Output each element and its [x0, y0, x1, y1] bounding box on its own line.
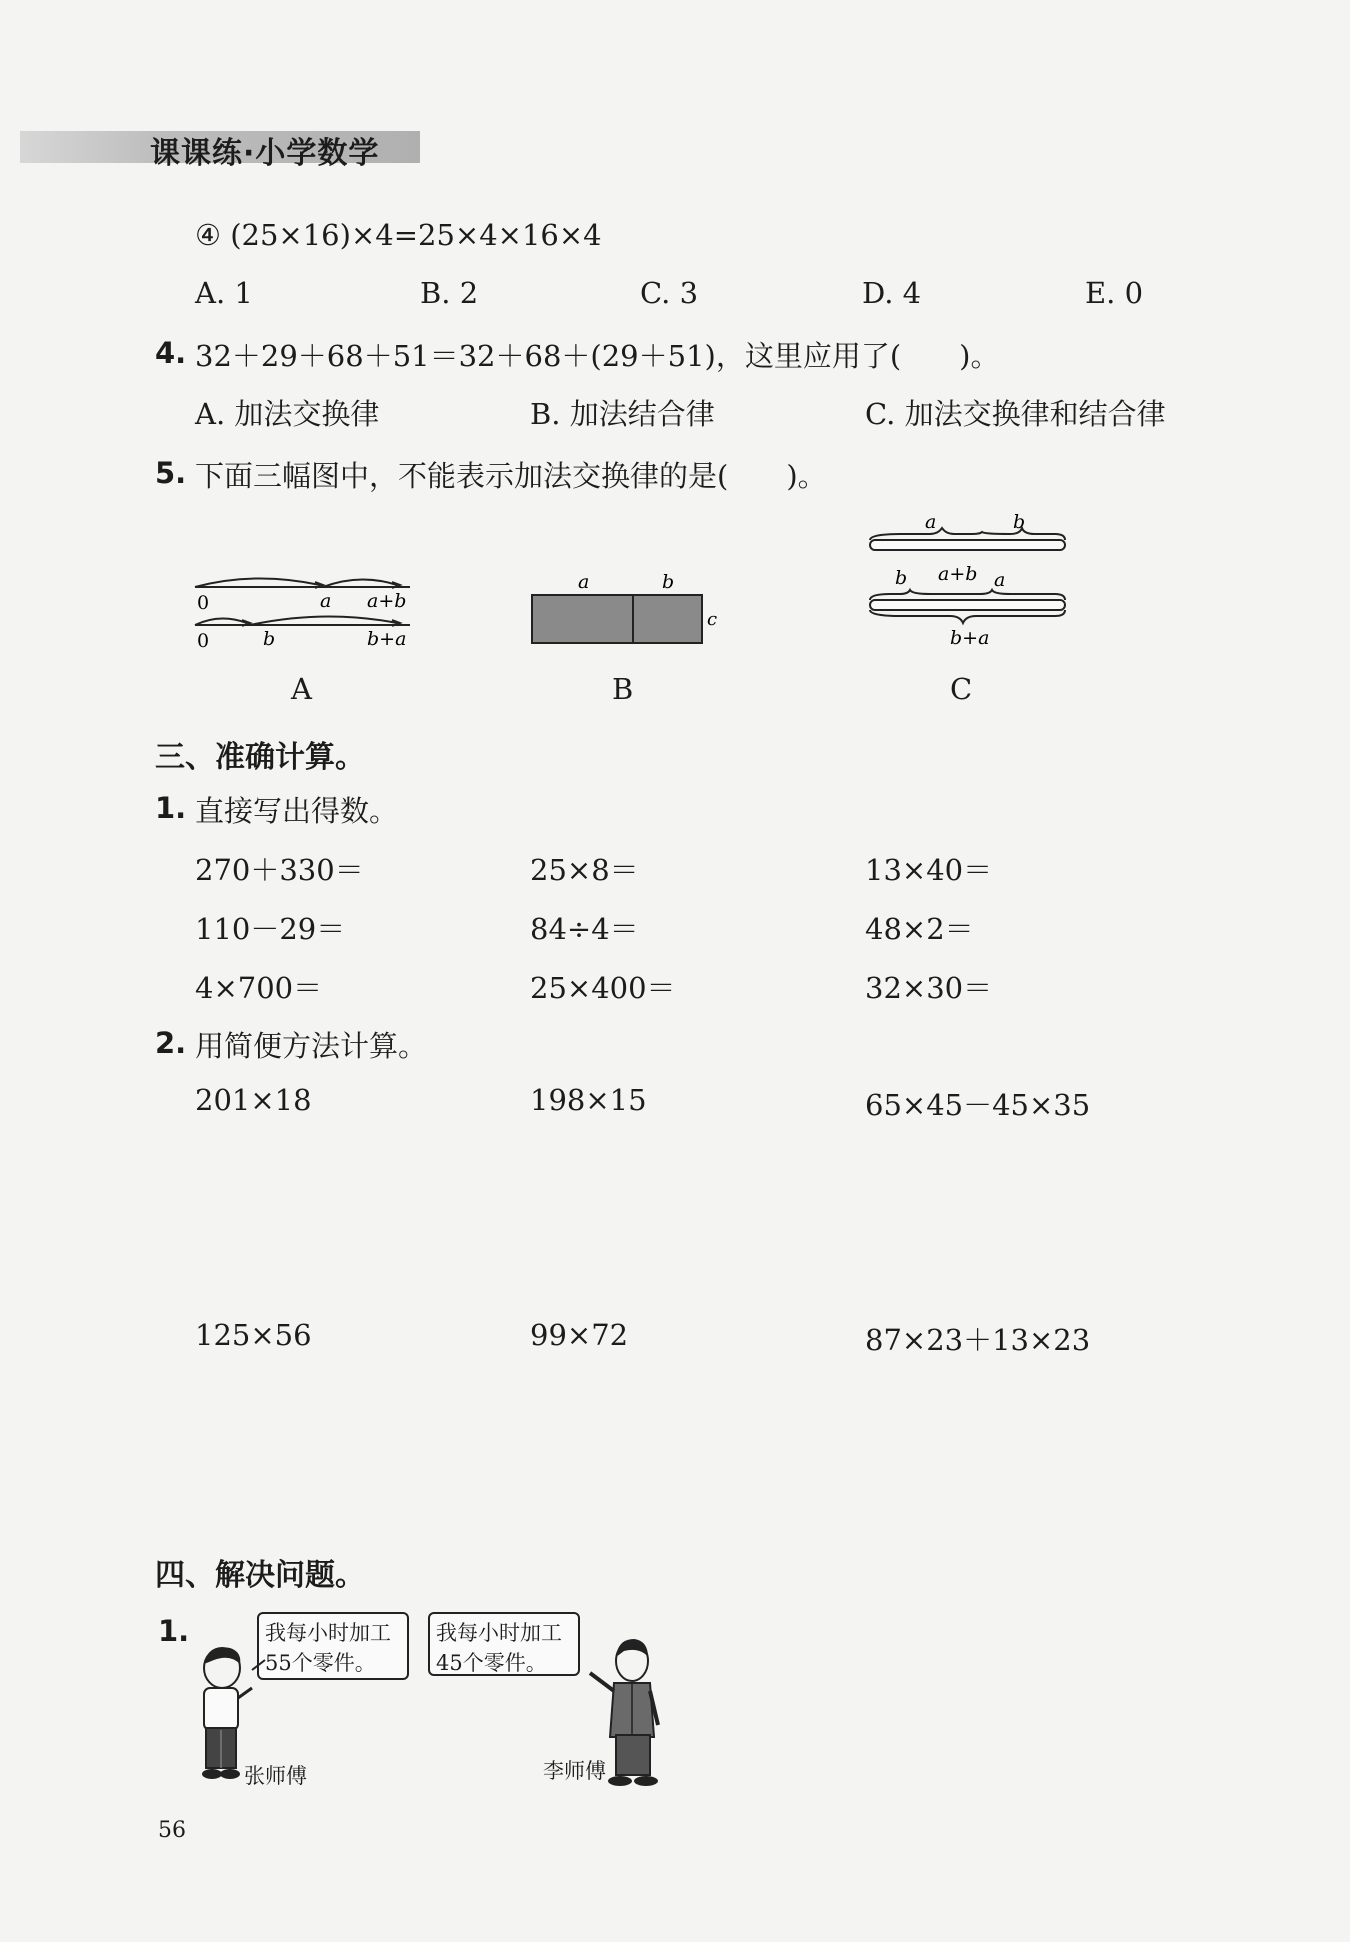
calc-r1-c2: 25×8＝ — [530, 853, 639, 887]
q5-number: 5. — [155, 456, 187, 490]
fig-a-label-bpa: b+a — [367, 628, 407, 650]
figure-a-number-lines — [185, 565, 425, 655]
s3-p2-text: 用简便方法计算。 — [195, 1029, 428, 1063]
bubble-li-line2: 45个零件。 — [436, 1651, 547, 1675]
fig-a-label-apb: a+b — [367, 590, 407, 612]
fig-a-label-a: a — [320, 590, 332, 612]
figure-c-braces — [860, 506, 1070, 656]
q3-option-a: A. 1 — [195, 276, 253, 310]
fig-a-label-b: b — [263, 628, 276, 650]
page-number: 56 — [158, 1818, 186, 1843]
speech-bubble-zhang — [257, 1612, 409, 1680]
simplify-r1-c1: 201×18 — [195, 1083, 312, 1117]
name-li: 李师傅 — [543, 1759, 606, 1783]
figure-a-label: A — [291, 672, 312, 706]
calc-r2-c2: 84÷4＝ — [530, 912, 639, 946]
fig-a-zero-1: 0 — [197, 592, 210, 614]
q3-option-e: E. 0 — [1085, 276, 1144, 310]
simplify-r2-c2: 99×72 — [530, 1318, 629, 1352]
calc-r3-c3: 32×30＝ — [865, 971, 993, 1005]
calc-r3-c1: 4×700＝ — [195, 971, 323, 1005]
q5-text: 下面三幅图中，不能表示加法交换律的是( )。 — [195, 459, 827, 493]
calc-r3-c2: 25×400＝ — [530, 971, 676, 1005]
fig-c-label-bpa: b+a — [950, 627, 990, 649]
q4-text: 32＋29＋68＋51＝32＋68＋(29＋51)，这里应用了( )。 — [195, 339, 1000, 373]
figure-c-label: C — [950, 672, 973, 706]
calc-r2-c3: 48×2＝ — [865, 912, 974, 946]
s3-p2-number: 2. — [155, 1026, 187, 1060]
simplify-r2-c1: 125×56 — [195, 1318, 312, 1352]
q4-option-b: B. 加法结合律 — [530, 397, 715, 431]
s3-p1-text: 直接写出得数。 — [195, 794, 399, 828]
fig-c-label-b1: b — [1013, 511, 1026, 533]
q4-option-c: C. 加法交换律和结合律 — [865, 397, 1166, 431]
speech-bubble-li — [428, 1612, 580, 1676]
q3-option-b: B. 2 — [420, 276, 479, 310]
q3-option-c: C. 3 — [640, 276, 699, 310]
fig-c-label-a1: a — [925, 511, 937, 533]
bubble-li-line1: 我每小时加工 — [436, 1621, 562, 1645]
fig-a-zero-2: 0 — [197, 630, 210, 652]
simplify-r1-c3: 65×45－45×35 — [865, 1088, 1091, 1122]
section4-title: 四、解决问题。 — [155, 1558, 365, 1593]
q4-option-a: A. 加法交换律 — [195, 397, 380, 431]
simplify-r1-c2: 198×15 — [530, 1083, 647, 1117]
figure-b-rectangle — [520, 565, 730, 655]
header-title: 课课练·小学数学 — [150, 136, 380, 171]
s3-p1-number: 1. — [155, 791, 187, 825]
q4-number: 4. — [155, 336, 187, 370]
q3-item4-statement: ④ (25×16)×4=25×4×16×4 — [195, 218, 602, 252]
bubble-zhang-line2: 55个零件。 — [265, 1651, 376, 1675]
fig-b-label-a: a — [578, 571, 590, 593]
bubble-zhang-line1: 我每小时加工 — [265, 1621, 391, 1645]
simplify-r2-c3: 87×23＋13×23 — [865, 1323, 1091, 1357]
fig-c-label-apb: a+b — [938, 563, 978, 585]
calc-r1-c1: 270＋330＝ — [195, 853, 364, 887]
fig-b-label-b: b — [662, 571, 675, 593]
figure-b-label: B — [612, 672, 634, 706]
section3-title: 三、准确计算。 — [155, 740, 365, 775]
name-zhang: 张师傅 — [244, 1764, 307, 1788]
q3-option-d: D. 4 — [862, 276, 922, 310]
calc-r1-c3: 13×40＝ — [865, 853, 993, 887]
calc-r2-c1: 110－29＝ — [195, 912, 346, 946]
fig-c-label-b2: b — [895, 567, 908, 589]
fig-b-label-c: c — [707, 609, 718, 630]
fig-c-label-a2: a — [994, 569, 1006, 591]
s4-p1-number: 1. — [158, 1614, 190, 1648]
